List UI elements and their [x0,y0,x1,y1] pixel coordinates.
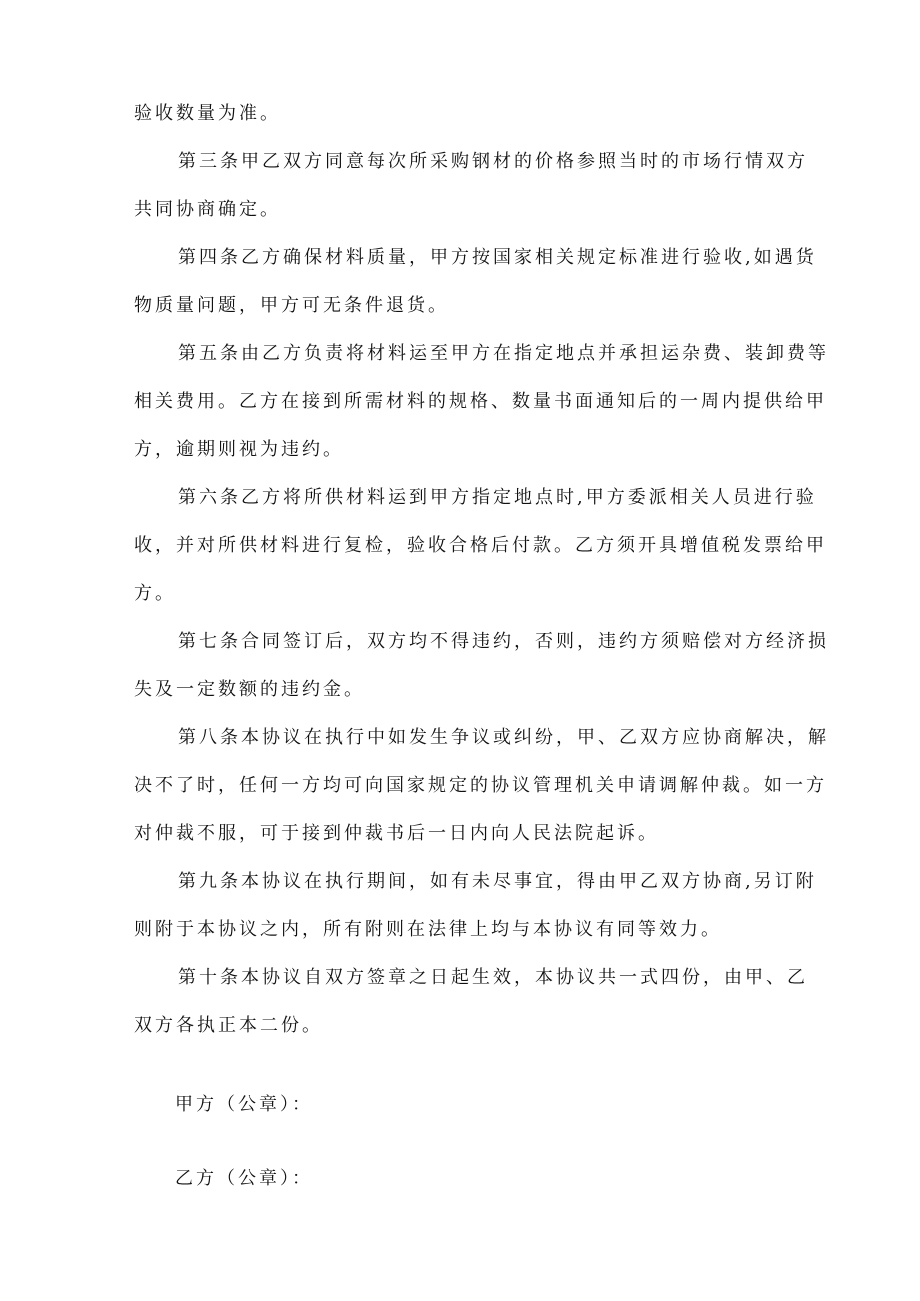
text-line: 第九条本协议在执行期间，如有未尽事宜，得由甲乙双方协商,另订附 [178,871,817,892]
text-line: 则附于本协议之内，所有附则在法律上均与本协议有同等效力。 [134,919,722,940]
text-line: 相关费用。乙方在接到所需材料的规格、数量书面通知后的一周内提供给甲 [134,391,827,412]
party-b-signature: 乙方（公章）： [175,1168,313,1189]
text-line: 共同协商确定。 [134,199,281,220]
text-line: 验收数量为准。 [134,103,281,124]
text-line: 方，逾期则视为违约。 [134,439,344,460]
text-line: 收，并对所供材料进行复检，验收合格后付款。乙方须开具增值税发票给甲 [134,535,827,556]
text-line: 决不了时，任何一方均可向国家规定的协议管理机关申请调解仲裁。如一方 [134,775,827,796]
text-line: 双方各执正本二份。 [134,1015,323,1036]
text-line: 第十条本协议自双方签章之日起生效，本协议共一式四份，由甲、乙 [178,967,808,988]
text-line: 第八条本协议在执行中如发生争议或纠纷，甲、乙双方应协商解决，解 [178,727,829,748]
text-line: 第三条甲乙双方同意每次所采购钢材的价格参照当时的市场行情双方 [178,151,808,172]
text-line: 失及一定数额的违约金。 [134,679,365,700]
text-line: 第四条乙方确保材料质量，甲方按国家相关规定标准进行验收,如遇货 [178,247,817,268]
text-line: 第七条合同签订后，双方均不得违约，否则，违约方须赔偿对方经济损 [178,631,829,652]
text-line: 第六条乙方将所供材料运到甲方指定地点时,甲方委派相关人员进行验 [178,487,817,508]
text-line: 第五条由乙方负责将材料运至甲方在指定地点并承担运杂费、装卸费等 [178,343,829,364]
party-a-signature: 甲方（公章）： [175,1094,313,1115]
text-line: 对仲裁不服，可于接到仲裁书后一日内向人民法院起诉。 [134,823,659,844]
text-line: 物质量问题，甲方可无条件退货。 [134,295,449,316]
text-line: 方。 [134,583,176,604]
